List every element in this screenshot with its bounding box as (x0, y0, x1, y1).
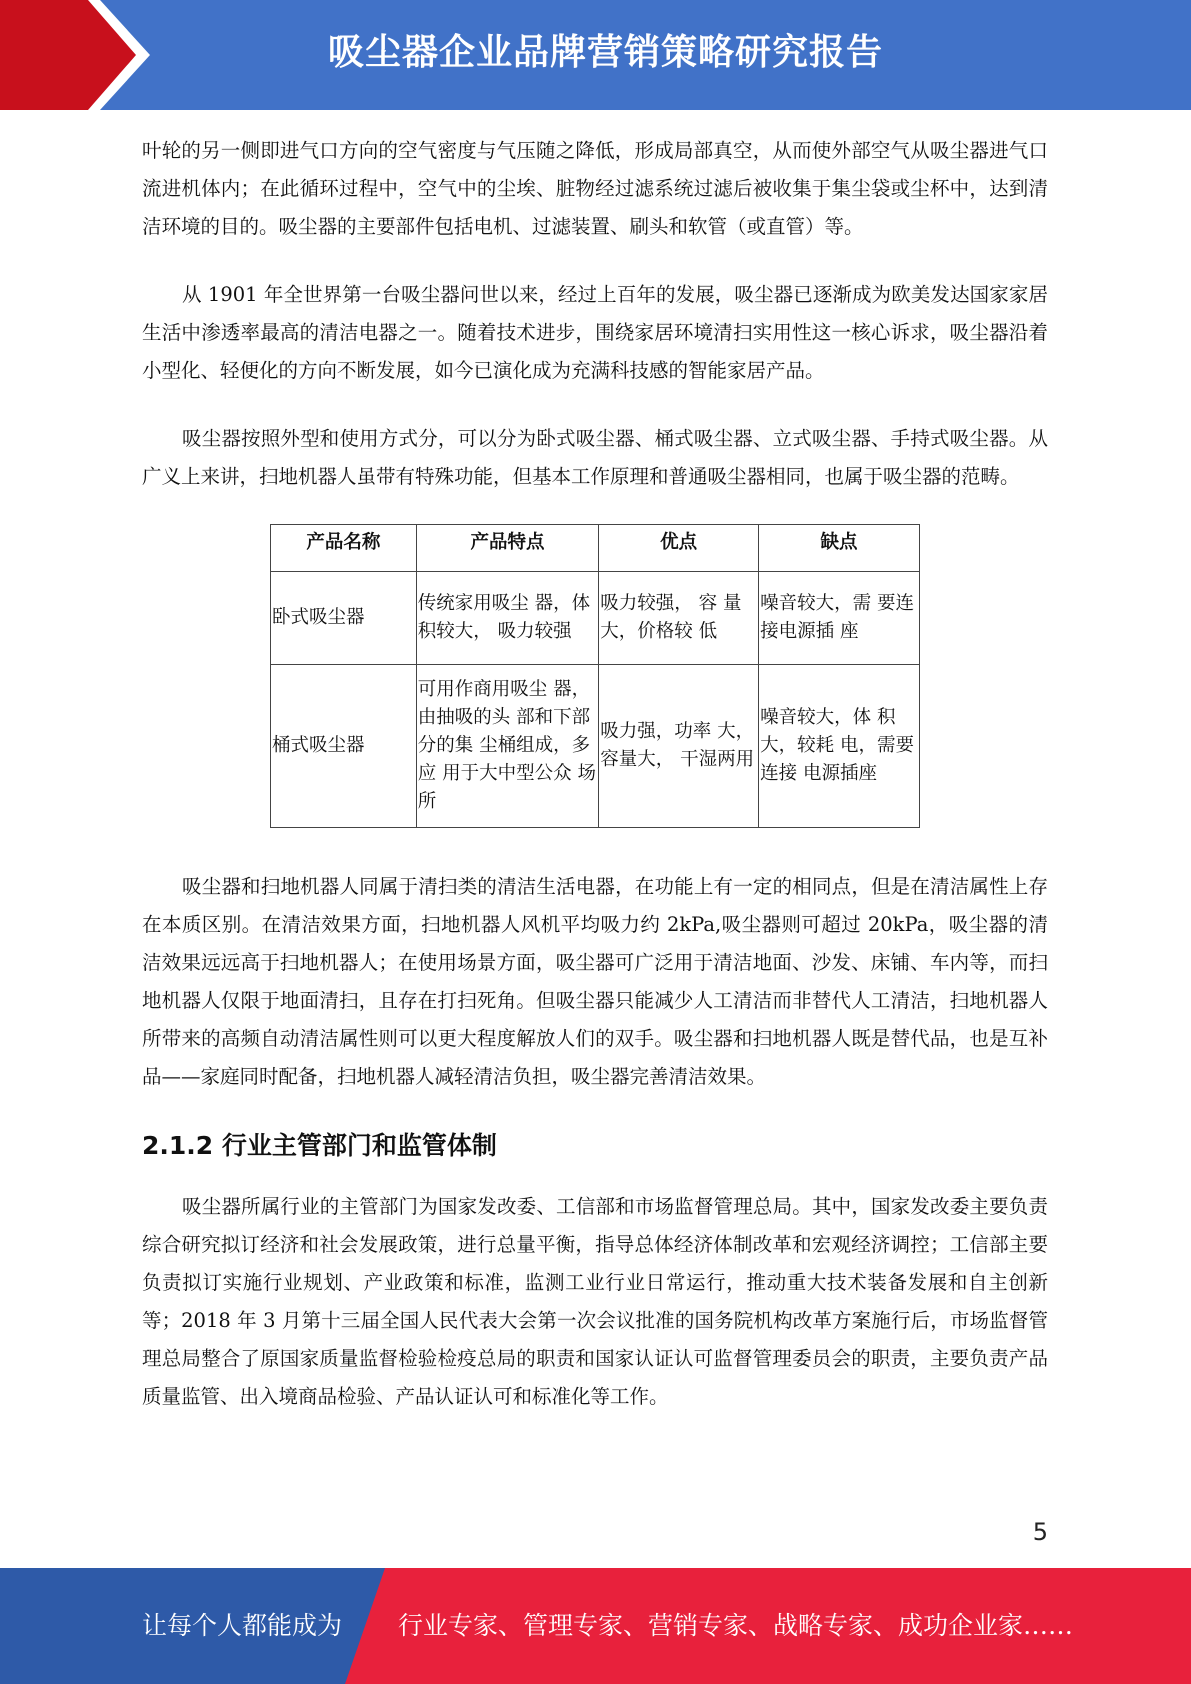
table-header-cell: 产品特点 (416, 525, 598, 572)
paragraph-vacuum-vs-robot: 吸尘器和扫地机器人同属于清扫类的清洁生活电器，在功能上有一定的相同点，但是在清洁属性上存在本质区别。在清洁效果方面，扫地机器人风机平均吸力约 2kPa,吸尘器则可超过 20kPa，吸尘器的清洁效果远远高于扫地机器人；在使用场景方面，吸尘器可广泛用于清洁地面、沙发、床铺、车内等，而扫地机器人仅限于地面清扫，且存在打扫死角。但吸尘器只能减少人工清洁而非替代人工清洁，扫地机器人所带来的高频自动清洁属性则可以更大程度解放人们的双手。吸尘器和扫地机器人既是替代品，也是互补品——家庭同时配备，扫地机器人减轻清洁负担，吸尘器完善清洁效果。 (142, 875, 1048, 1088)
table-cell: 传统家用吸尘 器，体积较大， 吸力较强 (416, 572, 598, 665)
page-content (142, 132, 1048, 1416)
paragraph-vacuum-types: 吸尘器按照外型和使用方式分，可以分为卧式吸尘器、桶式吸尘器、立式吸尘器、手持式吸尘器。从广义上来讲，扫地机器人虽带有特殊功能，但基本工作原理和普通吸尘器相同，也属于吸尘器的范畴。 (142, 427, 1048, 488)
paragraph-regulation: 吸尘器所属行业的主管部门为国家发改委、工信部和市场监督管理总局。其中，国家发改委主要负责综合研究拟订经济和社会发展政策，进行总量平衡，指导总体经济体制改革和宏观经济调控；工信部主要负责拟订实施行业规划、产业政策和标准，监测工业行业日常运行，推动重大技术装备发展和自主创新等；2018 年 3 月第十三届全国人民代表大会第一次会议批准的国务院机构改革方案施行后，市场监督管理总局整合了原国家质量监督检验检疫总局的职责和国家认证认可监督管理委员会的职责，主要负责产品质量监管、出入境商品检验、产品认证认可和标准化等工作。 (142, 1195, 1048, 1408)
table-row (271, 572, 920, 665)
table-cell: 噪音较大，体 积大，较耗 电，需要连接 电源插座 (759, 665, 920, 828)
table-cell: 吸力较强， 容 量大，价格较 低 (599, 572, 759, 665)
table-cell: 噪音较大，需 要连接电源插 座 (759, 572, 920, 665)
table-cell: 吸力强，功率 大，容量大， 干湿两用 (599, 665, 759, 828)
footer-slogan-left: 让每个人都能成为 (142, 1611, 343, 1640)
table-row (271, 665, 920, 828)
table-header-cell: 产品名称 (271, 525, 417, 572)
page-number: 5 (1032, 1518, 1048, 1546)
paragraph-vacuum-principle: 叶轮的另一侧即进气口方向的空气密度与气压随之降低，形成局部真空，从而使外部空气从吸尘器进气口流进机体内；在此循环过程中，空气中的尘埃、脏物经过滤系统过滤后被收集于集尘袋或尘杯中，达到清洁环境的目的。吸尘器的主要部件包括电机、过滤装置、刷头和软管（或直管）等。 (142, 139, 1048, 238)
table-header-cell: 优点 (599, 525, 759, 572)
vacuum-type-comparison-table (270, 524, 920, 828)
table-header-row (271, 525, 920, 572)
report-title: 吸尘器企业品牌营销策略研究报告 (327, 32, 883, 73)
section-heading: 2.1.2 行业主管部门和监管体制 (142, 1131, 497, 1160)
table-header-cell: 缺点 (759, 525, 920, 572)
page-header-band (0, 0, 1191, 110)
table-cell: 卧式吸尘器 (271, 572, 417, 665)
table-cell: 可用作商用吸尘 器，由抽吸的头 部和下部分的集 尘桶组成，多应 用于大中型公众 场所 (416, 665, 598, 828)
table-cell: 桶式吸尘器 (271, 665, 417, 828)
page-footer-band (0, 1568, 1191, 1684)
footer-slogan-right: 行业专家、管理专家、营销专家、战略专家、成功企业家…… (398, 1611, 1074, 1640)
paragraph-vacuum-history: 从 1901 年全世界第一台吸尘器问世以来，经过上百年的发展，吸尘器已逐渐成为欧美发达国家家居生活中渗透率最高的清洁电器之一。随着技术进步，围绕家居环境清扫实用性这一核心诉求，吸尘器沿着小型化、轻便化的方向不断发展，如今已演化成为充满科技感的智能家居产品。 (142, 283, 1048, 382)
